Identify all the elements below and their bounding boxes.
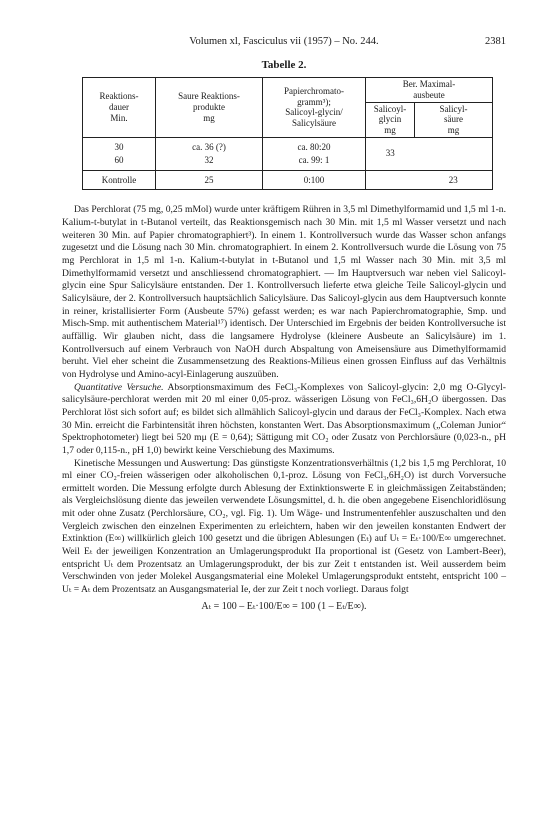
table-row-kontrolle [83,170,493,190]
table-title: Tabelle 2. [261,59,307,71]
cell-produkte: ca. 36 (?) [156,137,263,153]
paragraph-procedure: Das Perchlorat (75 mg, 0,25 mMol) wurde unter kräftigem Rühren in 3,5 ml Dimethylformamid und 1,5 ml 1-n. Kalium-t-butylat in t-Butanol verteilt, das Reaktionsgemisch nach 30 Min. mit 1,5 ml Wasser versetzt und nach weiteren 30 Min. auf Papier chromatographiert³). In einem 1. Kontrollversuch wurde das Wasser schon anfangs zugesetzt und die Lösung nach 30 Min. chromatographiert. In einem 2. Kontrollversuch wurde die Lösung von 75 mg Perchlorat in 1,5 ml 1-n. Kalium-t-butylat in t-Butanol und 1,5 ml Wasser nach 30 Min. mit 3,5 ml Dimethylformamid versetzt und anschliessend chromatographiert. — Im Hauptversuch war neben viel Salicoyl-glycin eine Spur Salicylsäure entstanden. Der 1. Kontrollversuch lieferte etwa gleiche Teile Salicoyl-glycin und Salicylsäure, der 2. Kontrollversuch hauptsächlich Salicylsäure. Das Salicoyl-glycin aus dem Hauptversuch konnte in reiner, kristallisierter Form (Ausbeute 57%) gefasst werden; es war nach Papierchromatographie, Smp. und Misch-Smp. mit authentischem Material¹⁷) identisch. Der Unterschied im Ergebnis der beiden Kontrollversuche ist auffällig. Wir glauben nicht, dass die langsamere Hydrolyse (kleinere Ausbeute an Salicylsäure) im 1. Kontrollversuch auf einem Verbrauch von NaOH durch Abspaltung von Ameisensäure aus Dimethylformamid beruht. Viel eher scheint die Zusammensetzung des Reaktions-Milieus einen grossen Einfluss auf das Verhältnis von Hydrolyse und Amino-acyl-Einlagerung auszuüben. [62,204,506,380]
header-salicylsaeure: Salicyl- säure mg [415,102,493,137]
cell-produkte: 32 [156,154,263,170]
page-number: 2381 [485,36,506,47]
table-header-row [83,78,493,103]
cell-glycin-empty [366,170,415,190]
header-salicoylglycin: Salicoyl- glycin mg [366,102,415,137]
section-label-quantitative: Quantitative Versuche. [74,381,164,393]
body-text [62,204,506,613]
paragraph-quantitative [62,382,506,458]
header-saure-produkte: Saure Reaktions- produkte mg [156,78,263,138]
running-header [62,36,506,52]
header-ber-maximalausbeute: Ber. Maximal- ausbeute [366,78,493,103]
cell-dauer: 30 [83,137,156,153]
header-reaktionsdauer: Reaktions- dauer Min. [83,78,156,138]
table-row [83,137,493,153]
cell-dauer: Kontrolle [83,170,156,190]
cell-saeure-empty [415,137,493,170]
cell-ratio: 0:100 [263,170,366,190]
cell-produkte: 25 [156,170,263,190]
cell-saeure: 23 [415,170,493,190]
cell-dauer: 60 [83,154,156,170]
running-title: Volumen xl, Fasciculus vii (1957) – No. 244. [189,36,379,47]
page [62,36,506,613]
cell-glycin-merged: 33 [366,137,415,170]
formula: Aₜ = 100 – Eₜ·100/E∞ = 100 (1 – Eₜ/E∞). [201,600,367,612]
header-papierchromatogramm: Papierchromato- gramm³); Salicoyl-glycin/ Salicylsäure [263,78,366,138]
paragraph-kinetik: Kinetische Messungen und Auswertung: Das günstigste Konzentrationsverhältnis (1,2 bis 1,5 mg Perchlorat, 10 ml einer CO₂-freien wässerigen oder alkoholischen 0,1-proz. Lösung von FeCl₃,6H₂O) ist durch Vorversuche ermittelt worden. Die Messung erfolgte durch Ablesung der Extinktionswerte E in gleichmässigen Zeitabständen; als Vergleichslösung diente das jeweilen verwendete Lösungsmittel, d. h. die oben angegebene Eisenchloridlösung mit oder ohne Zusatz (Perchlorsäure, CO₂, vgl. Fig. 1). Um Wäge- und Instrumentenfehler auszuschalten und den Vergleich zwischen den einzelnen Experimenten zu erleichtern, haben wir den jeweilen konstanten Endwert der Extinktion (E∞) willkürlich gleich 100 gesetzt und die übrigen Ablesungen (Eₜ) auf Uₜ = Eₜ·100/E∞ umgerechnet. Weil Eₜ der jeweiligen Konzentration an Umlagerungsprodukt IIa proportional ist (Gesetz von Lambert-Beer), entspricht Uₜ dem Prozentsatz an Umlagerungsprodukt, der bis zur Zeit t entstanden ist. Weil ausserdem beim Verschwinden von jeder Molekel Ausgangsmaterial eine Molekel Umlagerungsprodukt entsteht, entspricht 100 – Uₜ = Aₜ dem Prozentsatz an Ausgangsmaterial Ie, der zur Zeit t noch vorliegt. Daraus folgt [62,457,506,596]
cell-ratio: ca. 99: 1 [263,154,366,170]
paragraph-quantitative-text: Absorptionsmaximum des FeCl₃-Komplexes von Salicoyl-glycin: 2,0 mg O-Glycyl-salicylsäure-perchlorat werden mit 20 ml einer 0,05-proz. wässerigen Lösung von FeCl₃,6H₂O übergossen. Das Perchlorat löst sich sofort auf; es bildet sich allmählich Salicoyl-glycin und daraus der FeCl₃-Komplex. Nach etwa 30 Min. erreicht die Farbintensität ihren höchsten, konstanten Wert. Das Absorptionsmaximum („Coleman Junior“ Spektrophotometer) liegt bei 520 mμ (E = 0,64); Sättigung mit CO₂ oder Zusatz von Perchlorsäure (0,023-n., pH 1,7 oder 0,115-n., pH 1,0) bewirkt keine Verschiebung des Maximums. [62,381,506,456]
cell-ratio: ca. 80:20 [263,137,366,153]
data-table [82,77,493,190]
